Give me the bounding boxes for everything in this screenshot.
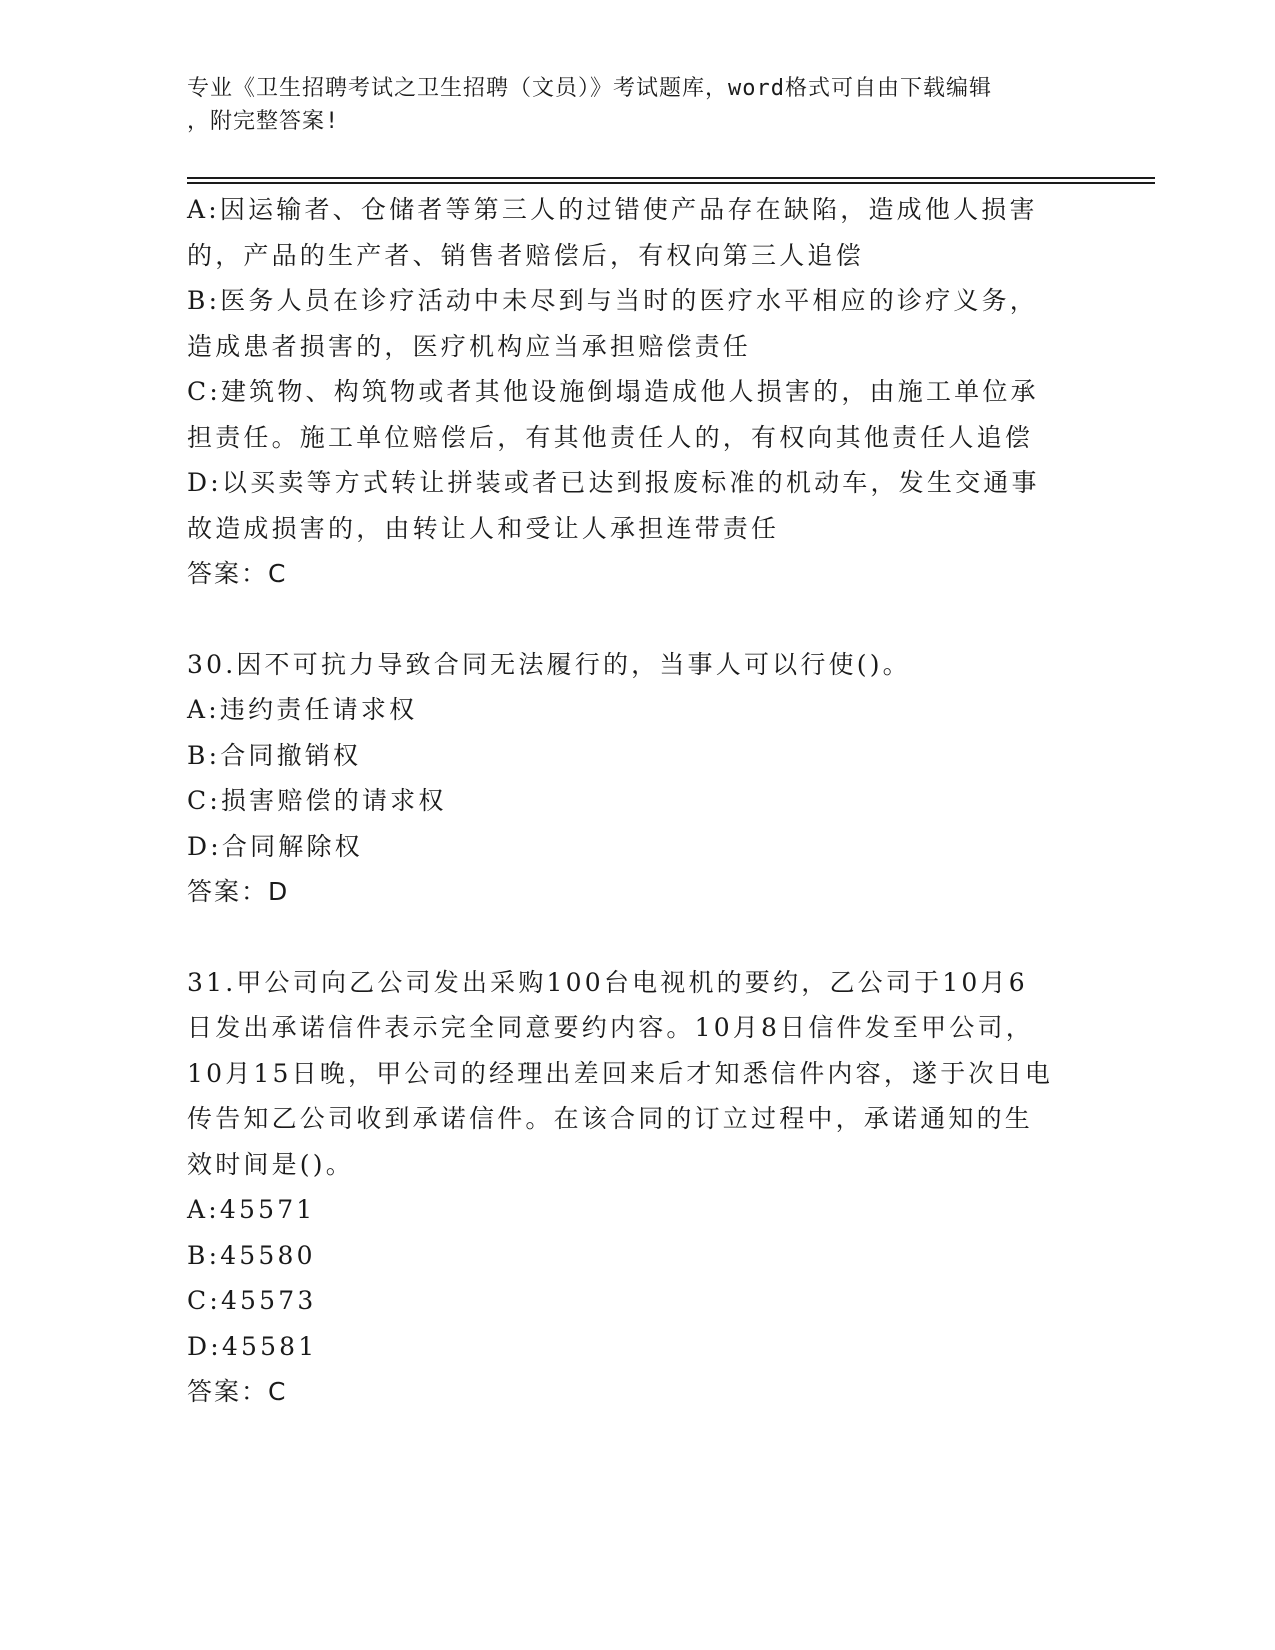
- option-d: D:45581: [187, 1331, 318, 1361]
- question-31-line-5: 效时间是()。: [187, 1149, 354, 1179]
- document-header: [187, 72, 1087, 138]
- option-d-line-2: 故造成损害的，由转让人和受让人承担连带责任: [187, 513, 780, 543]
- question-31-line-2: 日发出承诺信件表示完全同意要约内容。10月8日信件发至甲公司，: [187, 1013, 1034, 1042]
- answer-29: 答案：C: [187, 559, 288, 588]
- question-31: [187, 960, 1087, 1415]
- answer-30: 答案：D: [187, 877, 290, 906]
- option-a-line-1: A:因运输者、仓储者等第三人的过错使产品存在缺陷，造成他人损害: [187, 195, 1038, 224]
- header-divider-bottom: [187, 182, 1155, 184]
- option-a: A:违约责任请求权: [187, 695, 418, 724]
- option-d-line-1: D:以买卖等方式转让拼装或者已达到报废标准的机动车，发生交通事: [187, 468, 1040, 497]
- option-c: C:45573: [187, 1286, 317, 1315]
- header-divider-top: [187, 177, 1155, 179]
- option-d: D:合同解除权: [187, 831, 363, 861]
- question-31-line-4: 传告知乙公司收到承诺信件。在该合同的订立过程中，承诺通知的生: [187, 1104, 1034, 1133]
- question-31-line-3: 10月15日晚，甲公司的经理出差回来后才知悉信件内容，遂于次日电: [187, 1058, 1054, 1088]
- question-30-text: 30.因不可抗力导致合同无法履行的，当事人可以行使()。: [187, 649, 911, 679]
- question-29: [187, 187, 1087, 597]
- option-b-line-2: 造成患者损害的，医疗机构应当承担赔偿责任: [187, 331, 752, 361]
- option-b-line-1: B:医务人员在诊疗活动中未尽到与当时的医疗水平相应的诊疗义务，: [187, 286, 1038, 315]
- spacer: [187, 597, 1087, 642]
- option-c: C:损害赔偿的请求权: [187, 786, 447, 815]
- question-30: [187, 642, 1087, 915]
- option-b: B:合同撤销权: [187, 740, 362, 770]
- question-31-line-1: 31.甲公司向乙公司发出采购100台电视机的要约，乙公司于10月6: [187, 967, 1028, 997]
- option-b: B:45580: [187, 1240, 316, 1270]
- option-c-line-2: 担责任。施工单位赔偿后，有其他责任人的，有权向其他责任人追偿: [187, 422, 1034, 452]
- header-line-1: 专业《卫生招聘考试之卫生招聘（文员）》考试题库，word格式可自由下载编辑: [187, 76, 992, 101]
- question-content: [187, 187, 1087, 1415]
- spacer: [187, 915, 1087, 960]
- answer-31: 答案：C: [187, 1377, 288, 1406]
- option-a-line-2: 的，产品的生产者、销售者赔偿后，有权向第三人追偿: [187, 240, 864, 270]
- header-line-2: ，附完整答案!: [187, 109, 340, 134]
- option-c-line-1: C:建筑物、构筑物或者其他设施倒塌造成他人损害的，由施工单位承: [187, 377, 1039, 406]
- option-a: A:45571: [187, 1195, 316, 1224]
